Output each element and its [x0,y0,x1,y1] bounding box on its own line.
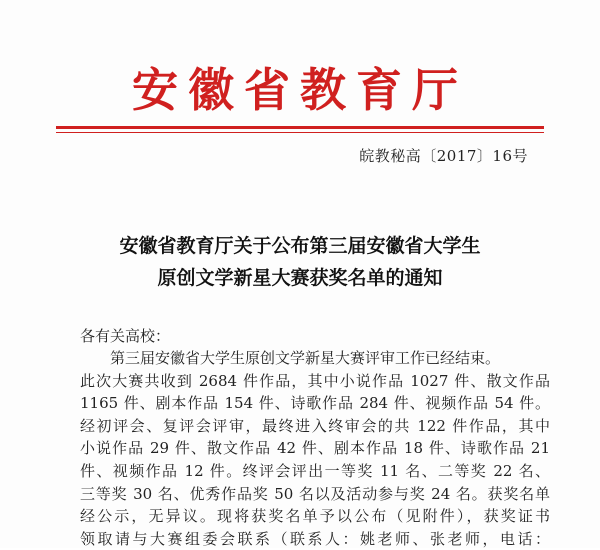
document-title-line-2: 原创文学新星大赛获奖名单的通知 [157,267,443,289]
letterhead-red-rule-thick [56,126,544,129]
salutation: 各有关高校： [80,327,171,345]
document-title [0,230,600,294]
document-body [80,347,550,550]
body-line: 1165 件、剧本作品 154 件、诗歌作品 284 件、视频作品 54 件。 [80,394,550,413]
letterhead-red-rule-thin [56,132,544,133]
document-title-line-1: 安徽省教育厅关于公布第三届安徽省大学生 [119,235,481,257]
body-line: 小说作品 29 件、散文作品 42 件、剧本作品 18 件、诗歌作品 21 [80,439,550,458]
body-line: 三等奖 30 名、优秀作品奖 50 名以及活动参与奖 24 名。获奖名单 [80,484,550,503]
body-line: 经初评会、复评会评审，最终进入终审会的共 122 件作品，其中 [80,416,550,435]
document-number: 皖教秘高〔2017〕16号 [359,147,528,165]
body-line: 件、视频作品 12 件。终评会评出一等奖 11 名、二等奖 22 名、 [80,461,550,480]
body-line: 第三届安徽省大学生原创文学新星大赛评审工作已经结束。 [110,349,501,367]
body-line: 此次大赛共收到 2684 件作品，其中小说作品 1027 件、散文作品 [80,371,550,390]
body-line: 领取请与大赛组委会联系（联系人：姚老师、张老师，电话： [80,529,550,548]
body-line: 经公示，无异议。现将获奖名单予以公布（见附件），获奖证书 [80,507,550,526]
agency-letterhead-title: 安徽省教育厅 [132,63,468,117]
